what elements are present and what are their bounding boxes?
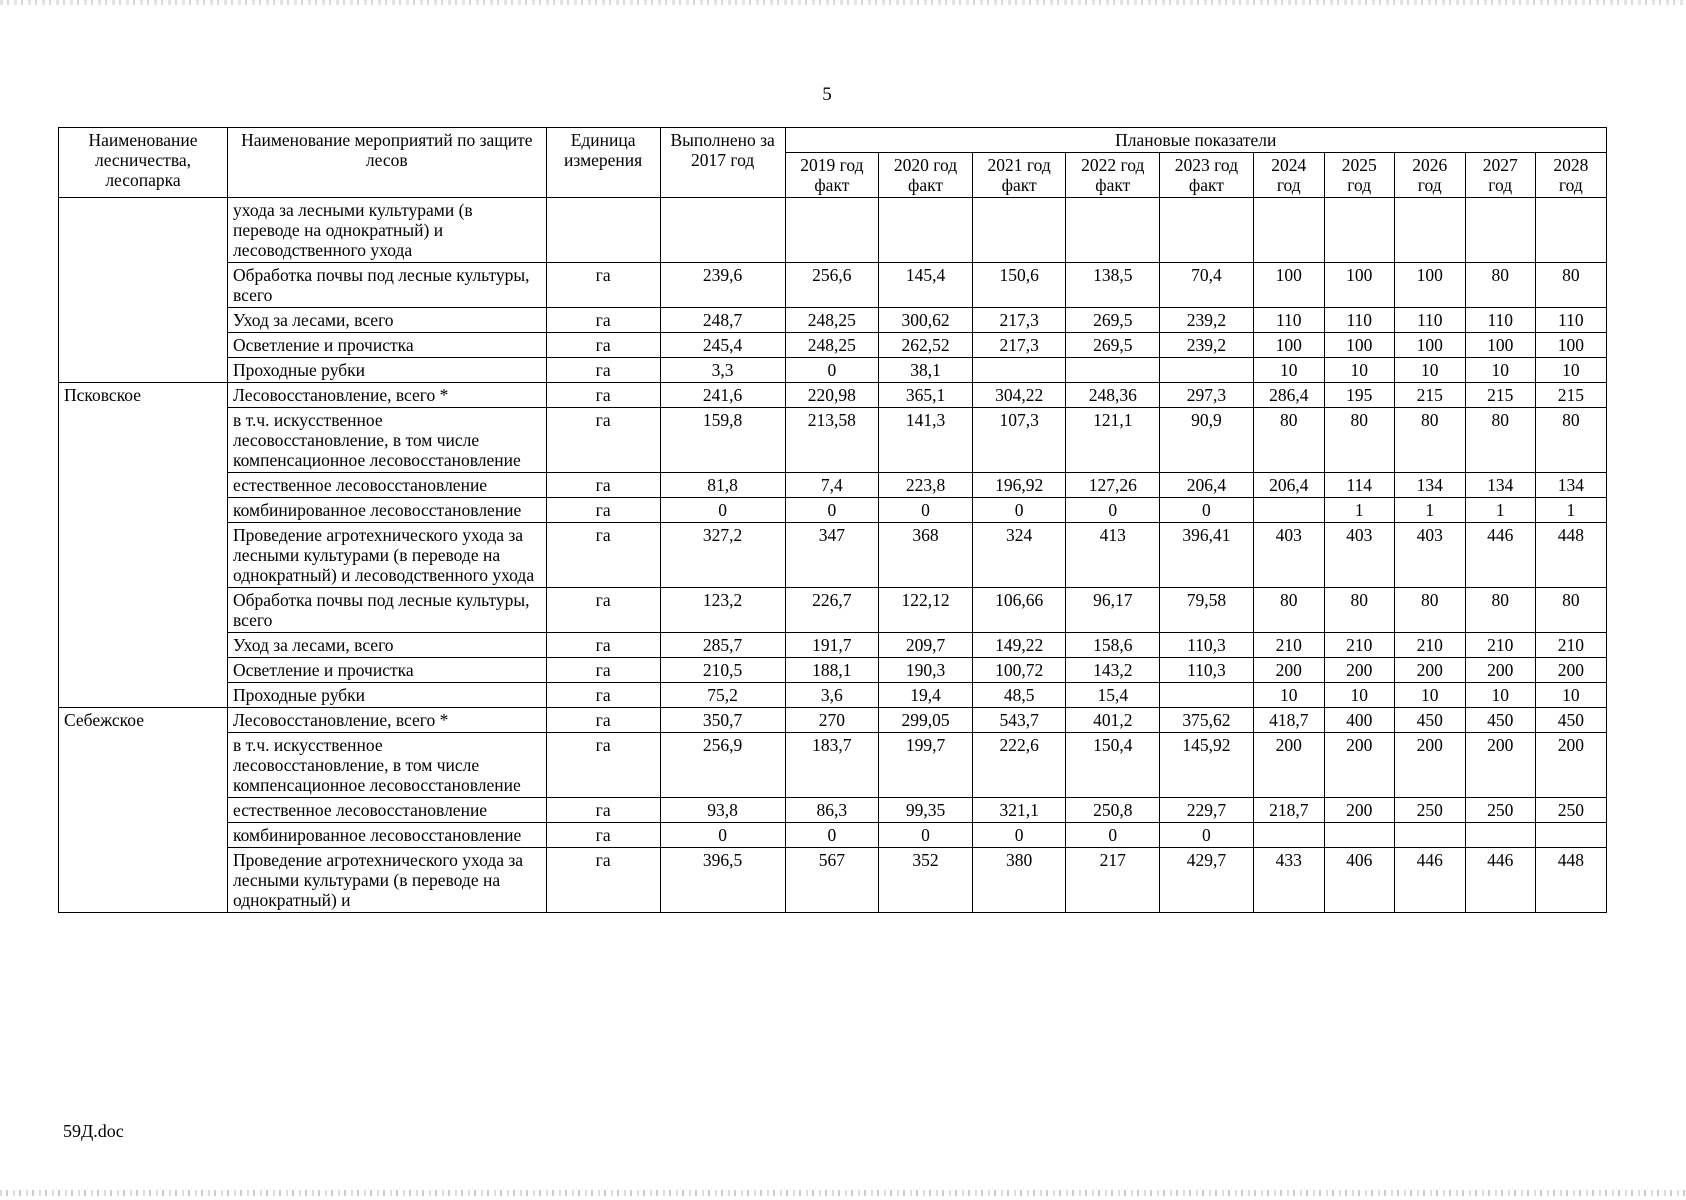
header-plan-indicators: Плановые показатели: [785, 128, 1606, 153]
year-value-cell: 80: [1465, 263, 1535, 308]
year-value-cell: 48,5: [972, 683, 1066, 708]
measure-name-cell: Осветление и прочистка: [227, 333, 546, 358]
header-forestry: Наименование лесничества, лесопарка: [59, 128, 228, 198]
year-value-cell: 210: [1465, 633, 1535, 658]
year-value-cell: 145,4: [879, 263, 973, 308]
year-value-cell: 70,4: [1160, 263, 1254, 308]
measure-name-cell: Проведение агротехнического ухода за лесными культурами (в переводе на однократный) и лесоводственного ухода: [227, 523, 546, 588]
year-value-cell: 200: [1535, 733, 1606, 798]
year-value-cell: 418,7: [1253, 708, 1324, 733]
table-row: [59, 358, 1607, 383]
year-value-cell: 110: [1535, 308, 1606, 333]
year-value-cell: 0: [1160, 498, 1254, 523]
measure-name-cell: Обработка почвы под лесные культуры, всего: [227, 588, 546, 633]
done-2017-cell: 248,7: [660, 308, 785, 333]
header-year: 2019 год факт: [785, 153, 879, 198]
done-2017-cell: 3,3: [660, 358, 785, 383]
year-value-cell: 403: [1394, 523, 1465, 588]
header-year: 2020 год факт: [879, 153, 973, 198]
year-value-cell: 286,4: [1253, 383, 1324, 408]
measure-name-cell: Лесовосстановление, всего *: [227, 708, 546, 733]
year-value-cell: 96,17: [1066, 588, 1160, 633]
year-value-cell: 210: [1394, 633, 1465, 658]
measure-name-cell: в т.ч. искусственное лесовосстановление, в том числе компенсационное лесовосстановление: [227, 733, 546, 798]
year-value-cell: 80: [1394, 408, 1465, 473]
year-value-cell: 150,6: [972, 263, 1066, 308]
table-row: [59, 683, 1607, 708]
done-2017-cell: 285,7: [660, 633, 785, 658]
year-value-cell: 80: [1535, 588, 1606, 633]
year-value-cell: 375,62: [1160, 708, 1254, 733]
year-value-cell: 217,3: [972, 333, 1066, 358]
year-value-cell: 210: [1324, 633, 1394, 658]
year-value-cell: 10: [1394, 358, 1465, 383]
header-year: 2026 год: [1394, 153, 1465, 198]
year-value-cell: 10: [1394, 683, 1465, 708]
year-value-cell: 100: [1465, 333, 1535, 358]
year-value-cell: 239,2: [1160, 308, 1254, 333]
year-value-cell: 446: [1465, 523, 1535, 588]
year-value-cell: 10: [1465, 358, 1535, 383]
year-value-cell: 80: [1253, 408, 1324, 473]
year-value-cell: 86,3: [785, 798, 879, 823]
year-value-cell: 200: [1465, 733, 1535, 798]
year-value-cell: 150,4: [1066, 733, 1160, 798]
year-value-cell: 200: [1394, 733, 1465, 798]
unit-cell: га: [546, 308, 660, 333]
unit-cell: га: [546, 383, 660, 408]
year-value-cell: 80: [1394, 588, 1465, 633]
year-value-cell: 269,5: [1066, 308, 1160, 333]
year-value-cell: 248,25: [785, 308, 879, 333]
done-2017-cell: [660, 198, 785, 263]
year-value-cell: [1066, 358, 1160, 383]
measure-name-cell: в т.ч. искусственное лесовосстановление, в том числе компенсационное лесовосстановление: [227, 408, 546, 473]
year-value-cell: 215: [1465, 383, 1535, 408]
done-2017-cell: 81,8: [660, 473, 785, 498]
page-number: 5: [822, 84, 832, 105]
year-value-cell: 106,66: [972, 588, 1066, 633]
year-value-cell: [1394, 198, 1465, 263]
table-row: [59, 523, 1607, 588]
unit-cell: га: [546, 358, 660, 383]
year-value-cell: 134: [1394, 473, 1465, 498]
year-value-cell: 191,7: [785, 633, 879, 658]
year-value-cell: 250,8: [1066, 798, 1160, 823]
table-row: [59, 708, 1607, 733]
year-value-cell: 1: [1394, 498, 1465, 523]
year-value-cell: 223,8: [879, 473, 973, 498]
table-row: [59, 823, 1607, 848]
year-value-cell: 127,26: [1066, 473, 1160, 498]
year-value-cell: 213,58: [785, 408, 879, 473]
done-2017-cell: 327,2: [660, 523, 785, 588]
scan-edge-bottom: [0, 1190, 1686, 1196]
year-value-cell: 0: [785, 498, 879, 523]
year-value-cell: 200: [1253, 733, 1324, 798]
year-value-cell: 10: [1535, 683, 1606, 708]
year-value-cell: 403: [1324, 523, 1394, 588]
table-row: [59, 733, 1607, 798]
year-value-cell: [1535, 823, 1606, 848]
header-year: 2021 год факт: [972, 153, 1066, 198]
header-year: 2022 год факт: [1066, 153, 1160, 198]
year-value-cell: 1: [1324, 498, 1394, 523]
year-value-cell: 226,7: [785, 588, 879, 633]
scan-edge-top: [0, 0, 1686, 5]
year-value-cell: 149,22: [972, 633, 1066, 658]
footer-filename: 59Д.doc: [63, 1121, 124, 1141]
year-value-cell: 347: [785, 523, 879, 588]
year-value-cell: [1394, 823, 1465, 848]
done-2017-cell: 75,2: [660, 683, 785, 708]
year-value-cell: 196,92: [972, 473, 1066, 498]
year-value-cell: 107,3: [972, 408, 1066, 473]
unit-cell: га: [546, 823, 660, 848]
measure-name-cell: Проведение агротехнического ухода за лесными культурами (в переводе на однократный) и: [227, 848, 546, 913]
year-value-cell: 200: [1324, 658, 1394, 683]
year-value-cell: 138,5: [1066, 263, 1160, 308]
year-value-cell: 0: [972, 498, 1066, 523]
year-value-cell: 10: [1253, 358, 1324, 383]
year-value-cell: 1: [1465, 498, 1535, 523]
year-value-cell: 229,7: [1160, 798, 1254, 823]
done-2017-cell: 239,6: [660, 263, 785, 308]
year-value-cell: 429,7: [1160, 848, 1254, 913]
year-value-cell: 100: [1394, 263, 1465, 308]
year-value-cell: [1160, 358, 1254, 383]
unit-cell: га: [546, 658, 660, 683]
year-value-cell: 324: [972, 523, 1066, 588]
year-value-cell: 248,36: [1066, 383, 1160, 408]
year-value-cell: 0: [879, 498, 973, 523]
measure-name-cell: Уход за лесами, всего: [227, 633, 546, 658]
year-value-cell: [1465, 823, 1535, 848]
year-value-cell: 248,25: [785, 333, 879, 358]
done-2017-cell: 159,8: [660, 408, 785, 473]
year-value-cell: 110,3: [1160, 658, 1254, 683]
year-value-cell: 143,2: [1066, 658, 1160, 683]
unit-cell: га: [546, 633, 660, 658]
measure-name-cell: Уход за лесами, всего: [227, 308, 546, 333]
year-value-cell: 0: [1160, 823, 1254, 848]
year-value-cell: 183,7: [785, 733, 879, 798]
header-done-2017: Выполнено за 2017 год: [660, 128, 785, 198]
unit-cell: га: [546, 588, 660, 633]
year-value-cell: 80: [1535, 408, 1606, 473]
done-2017-cell: 93,8: [660, 798, 785, 823]
year-value-cell: 400: [1324, 708, 1394, 733]
year-value-cell: [1324, 823, 1394, 848]
year-value-cell: [1160, 683, 1254, 708]
year-value-cell: 114: [1324, 473, 1394, 498]
year-value-cell: 262,52: [879, 333, 973, 358]
measure-name-cell: Проходные рубки: [227, 358, 546, 383]
table-row: [59, 383, 1607, 408]
year-value-cell: 110,3: [1160, 633, 1254, 658]
measure-name-cell: естественное лесовосстановление: [227, 798, 546, 823]
year-value-cell: 256,6: [785, 263, 879, 308]
year-value-cell: [1253, 823, 1324, 848]
year-value-cell: 100: [1394, 333, 1465, 358]
year-value-cell: 195: [1324, 383, 1394, 408]
done-2017-cell: 396,5: [660, 848, 785, 913]
year-value-cell: 217,3: [972, 308, 1066, 333]
year-value-cell: 199,7: [879, 733, 973, 798]
year-value-cell: 0: [972, 823, 1066, 848]
done-2017-cell: 0: [660, 498, 785, 523]
year-value-cell: 190,3: [879, 658, 973, 683]
table-row: [59, 333, 1607, 358]
year-value-cell: [1253, 498, 1324, 523]
year-value-cell: 38,1: [879, 358, 973, 383]
year-value-cell: 300,62: [879, 308, 973, 333]
year-value-cell: 110: [1394, 308, 1465, 333]
header-year: 2023 год факт: [1160, 153, 1254, 198]
measure-name-cell: Осветление и прочистка: [227, 658, 546, 683]
year-value-cell: 10: [1465, 683, 1535, 708]
year-value-cell: 450: [1394, 708, 1465, 733]
year-value-cell: 90,9: [1160, 408, 1254, 473]
table-row: [59, 408, 1607, 473]
year-value-cell: 99,35: [879, 798, 973, 823]
year-value-cell: 10: [1324, 683, 1394, 708]
year-value-cell: 3,6: [785, 683, 879, 708]
year-value-cell: 10: [1253, 683, 1324, 708]
year-value-cell: [1465, 198, 1535, 263]
table-row: [59, 848, 1607, 913]
year-value-cell: 401,2: [1066, 708, 1160, 733]
table-row: [59, 588, 1607, 633]
year-value-cell: 304,22: [972, 383, 1066, 408]
unit-cell: га: [546, 333, 660, 358]
year-value-cell: 158,6: [1066, 633, 1160, 658]
measure-name-cell: Лесовосстановление, всего *: [227, 383, 546, 408]
unit-cell: га: [546, 708, 660, 733]
year-value-cell: 368: [879, 523, 973, 588]
year-value-cell: 446: [1394, 848, 1465, 913]
table-row: [59, 633, 1607, 658]
done-2017-cell: 256,9: [660, 733, 785, 798]
measure-name-cell: комбинированное лесовосстановление: [227, 498, 546, 523]
year-value-cell: 220,98: [785, 383, 879, 408]
unit-cell: га: [546, 473, 660, 498]
year-value-cell: 210: [1253, 633, 1324, 658]
year-value-cell: [972, 358, 1066, 383]
year-value-cell: [785, 198, 879, 263]
year-value-cell: 448: [1535, 523, 1606, 588]
unit-cell: га: [546, 263, 660, 308]
year-value-cell: [879, 198, 973, 263]
year-value-cell: 100: [1253, 263, 1324, 308]
done-2017-cell: 210,5: [660, 658, 785, 683]
year-value-cell: 121,1: [1066, 408, 1160, 473]
year-value-cell: 210: [1535, 633, 1606, 658]
year-value-cell: 206,4: [1160, 473, 1254, 498]
year-value-cell: 297,3: [1160, 383, 1254, 408]
header-year: 2027 год: [1465, 153, 1535, 198]
year-value-cell: 7,4: [785, 473, 879, 498]
year-value-cell: 250: [1535, 798, 1606, 823]
year-value-cell: 200: [1324, 798, 1394, 823]
year-value-cell: 450: [1465, 708, 1535, 733]
year-value-cell: [1160, 198, 1254, 263]
year-value-cell: 269,5: [1066, 333, 1160, 358]
unit-cell: га: [546, 733, 660, 798]
year-value-cell: 433: [1253, 848, 1324, 913]
year-value-cell: 79,58: [1160, 588, 1254, 633]
year-value-cell: [1066, 198, 1160, 263]
year-value-cell: 321,1: [972, 798, 1066, 823]
forest-measures-table: [58, 127, 1607, 913]
forestry-name-cell: Псковское: [59, 383, 228, 708]
measure-name-cell: Обработка почвы под лесные культуры, всего: [227, 263, 546, 308]
year-value-cell: 406: [1324, 848, 1394, 913]
year-value-cell: 365,1: [879, 383, 973, 408]
year-value-cell: 0: [785, 823, 879, 848]
header-year: 2024 год: [1253, 153, 1324, 198]
year-value-cell: 215: [1394, 383, 1465, 408]
year-value-cell: 250: [1465, 798, 1535, 823]
year-value-cell: 396,41: [1160, 523, 1254, 588]
year-value-cell: [972, 198, 1066, 263]
done-2017-cell: 241,6: [660, 383, 785, 408]
year-value-cell: 80: [1465, 588, 1535, 633]
table-row: [59, 473, 1607, 498]
year-value-cell: 110: [1324, 308, 1394, 333]
unit-cell: га: [546, 848, 660, 913]
table-row: [59, 263, 1607, 308]
header-measure: Наименование мероприятий по защите лесов: [227, 128, 546, 198]
measure-name-cell: естественное лесовосстановление: [227, 473, 546, 498]
year-value-cell: 206,4: [1253, 473, 1324, 498]
done-2017-cell: 0: [660, 823, 785, 848]
year-value-cell: 222,6: [972, 733, 1066, 798]
unit-cell: га: [546, 498, 660, 523]
year-value-cell: 80: [1253, 588, 1324, 633]
year-value-cell: 270: [785, 708, 879, 733]
year-value-cell: 141,3: [879, 408, 973, 473]
table-row: [59, 798, 1607, 823]
year-value-cell: [1253, 198, 1324, 263]
year-value-cell: 80: [1324, 408, 1394, 473]
year-value-cell: 450: [1535, 708, 1606, 733]
table-body: [59, 198, 1607, 913]
unit-cell: [546, 198, 660, 263]
year-value-cell: 567: [785, 848, 879, 913]
year-value-cell: 0: [1066, 823, 1160, 848]
year-value-cell: 1: [1535, 498, 1606, 523]
year-value-cell: 100,72: [972, 658, 1066, 683]
year-value-cell: 188,1: [785, 658, 879, 683]
year-value-cell: 543,7: [972, 708, 1066, 733]
year-value-cell: 0: [879, 823, 973, 848]
year-value-cell: 10: [1535, 358, 1606, 383]
year-value-cell: 299,05: [879, 708, 973, 733]
table-row: [59, 658, 1607, 683]
year-value-cell: 122,12: [879, 588, 973, 633]
year-value-cell: 217: [1066, 848, 1160, 913]
unit-cell: га: [546, 798, 660, 823]
year-value-cell: 134: [1465, 473, 1535, 498]
year-value-cell: 134: [1535, 473, 1606, 498]
year-value-cell: [1535, 198, 1606, 263]
year-value-cell: 352: [879, 848, 973, 913]
year-value-cell: 413: [1066, 523, 1160, 588]
header-year: 2025 год: [1324, 153, 1394, 198]
table-row: [59, 498, 1607, 523]
year-value-cell: 446: [1465, 848, 1535, 913]
year-value-cell: 80: [1535, 263, 1606, 308]
table-row: [59, 308, 1607, 333]
year-value-cell: 209,7: [879, 633, 973, 658]
done-2017-cell: 245,4: [660, 333, 785, 358]
year-value-cell: 100: [1324, 263, 1394, 308]
year-value-cell: 100: [1253, 333, 1324, 358]
year-value-cell: 15,4: [1066, 683, 1160, 708]
year-value-cell: 239,2: [1160, 333, 1254, 358]
unit-cell: га: [546, 523, 660, 588]
measure-name-cell: ухода за лесными культурами (в переводе на однократный) и лесоводственного ухода: [227, 198, 546, 263]
year-value-cell: 380: [972, 848, 1066, 913]
year-value-cell: 200: [1253, 658, 1324, 683]
year-value-cell: 80: [1324, 588, 1394, 633]
year-value-cell: 218,7: [1253, 798, 1324, 823]
year-value-cell: 0: [1066, 498, 1160, 523]
done-2017-cell: 123,2: [660, 588, 785, 633]
year-value-cell: 100: [1535, 333, 1606, 358]
year-value-cell: 110: [1253, 308, 1324, 333]
year-value-cell: 10: [1324, 358, 1394, 383]
year-value-cell: 19,4: [879, 683, 973, 708]
year-value-cell: 0: [785, 358, 879, 383]
year-value-cell: 100: [1324, 333, 1394, 358]
year-value-cell: 110: [1465, 308, 1535, 333]
unit-cell: га: [546, 683, 660, 708]
header-unit: Единица измерения: [546, 128, 660, 198]
year-value-cell: 215: [1535, 383, 1606, 408]
year-value-cell: 80: [1465, 408, 1535, 473]
measure-name-cell: Проходные рубки: [227, 683, 546, 708]
header-year: 2028 год: [1535, 153, 1606, 198]
year-value-cell: 200: [1535, 658, 1606, 683]
done-2017-cell: 350,7: [660, 708, 785, 733]
year-value-cell: 250: [1394, 798, 1465, 823]
year-value-cell: [1324, 198, 1394, 263]
year-value-cell: 448: [1535, 848, 1606, 913]
year-value-cell: 200: [1465, 658, 1535, 683]
unit-cell: га: [546, 408, 660, 473]
year-value-cell: 200: [1394, 658, 1465, 683]
measure-name-cell: комбинированное лесовосстановление: [227, 823, 546, 848]
table-row: [59, 198, 1607, 263]
year-value-cell: 403: [1253, 523, 1324, 588]
forestry-name-cell: [59, 198, 228, 383]
forestry-name-cell: Себежское: [59, 708, 228, 913]
year-value-cell: 200: [1324, 733, 1394, 798]
year-value-cell: 145,92: [1160, 733, 1254, 798]
